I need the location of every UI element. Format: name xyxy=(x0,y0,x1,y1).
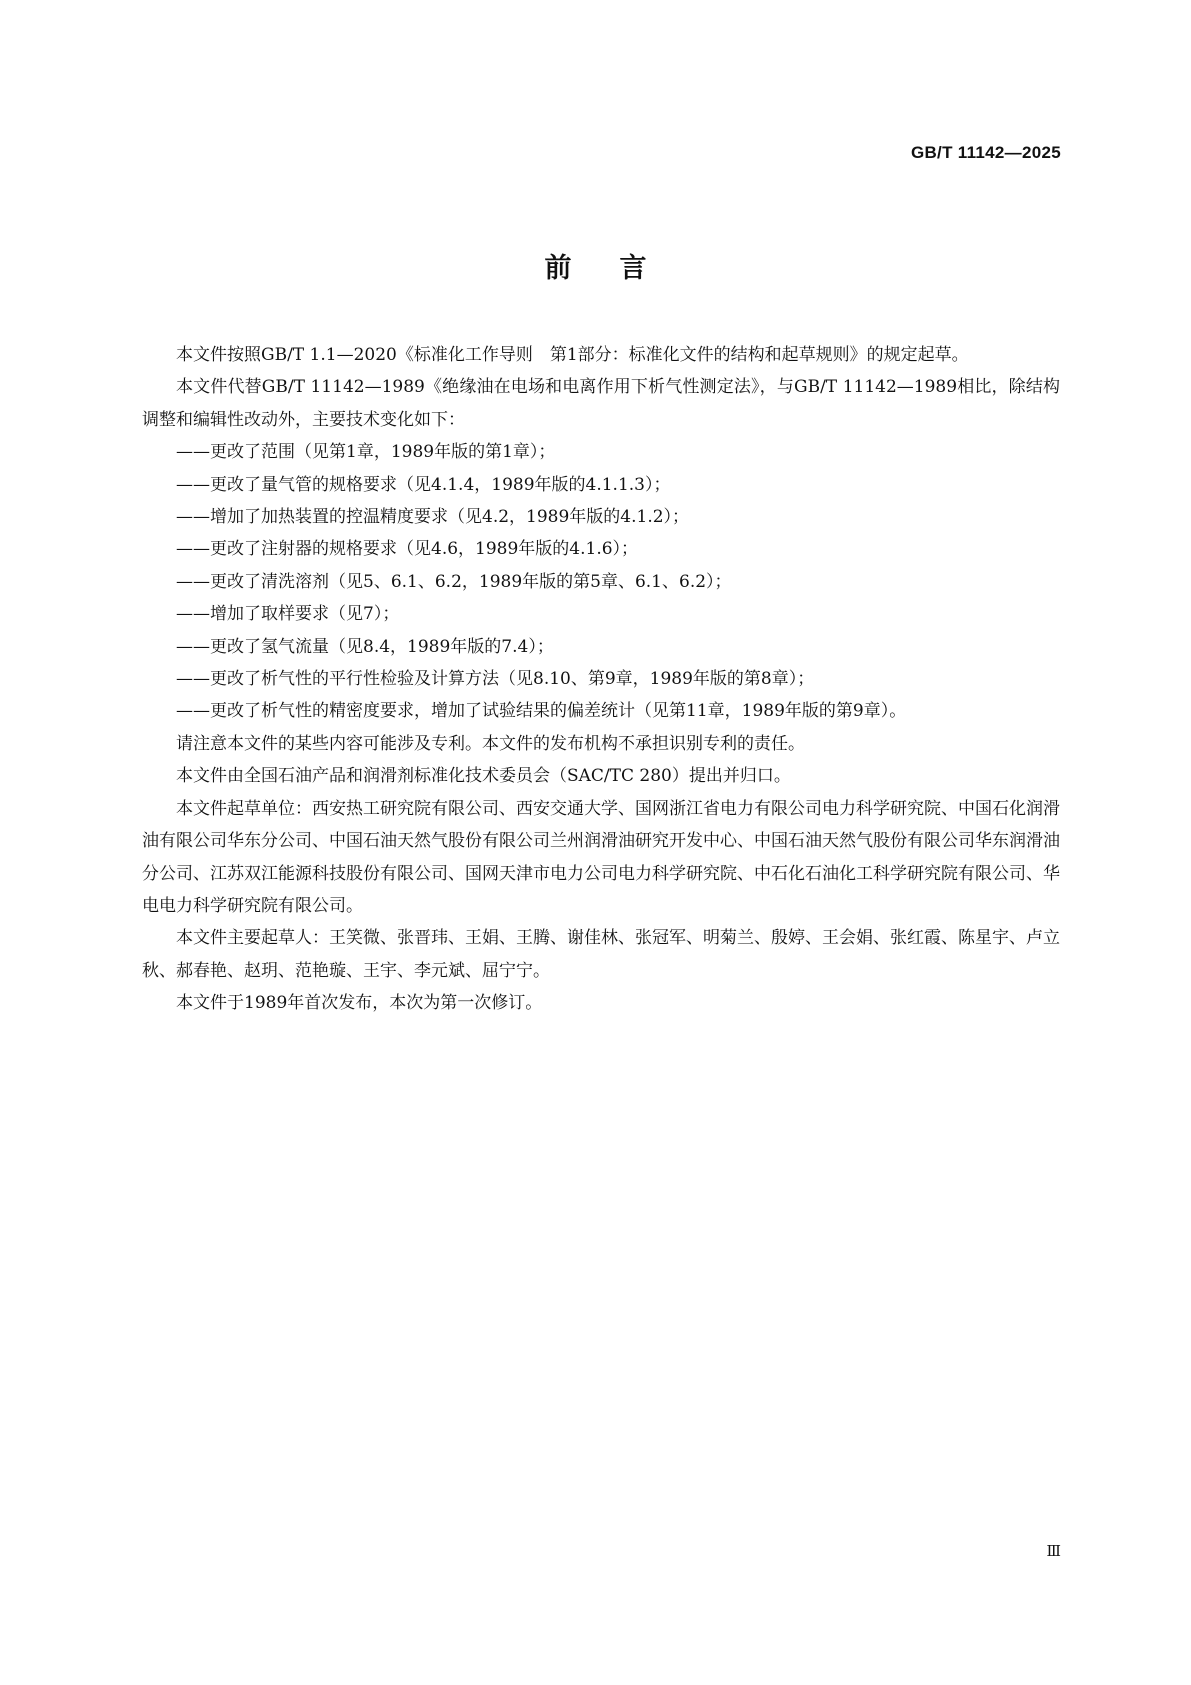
change-item: ——更改了范围（见第1章，1989年版的第1章）； xyxy=(176,442,556,463)
change-item: ——更改了清洗溶剂（见5、6.1、6.2，1989年版的第5章、6.1、6.2）； xyxy=(176,571,732,592)
change-item: ——增加了取样要求（见7）； xyxy=(176,604,400,625)
foreword-body xyxy=(142,339,1060,1020)
paragraph-drafters: 本文件主要起草人：王笑微、张晋玮、王娟、王腾、谢佳林、张冠军、明菊兰、殷婷、王会娟、张红霞、陈星宇、卢立秋、郝春艳、赵玥、范艳璇、王宇、李元斌、屈宁宁。 xyxy=(142,928,1060,981)
page-title: 前言 xyxy=(544,253,695,284)
paragraph-drafting-rules: 本文件按照GB/T 1.1—2020《标准化工作导则 第1部分：标准化文件的结构和起草规则》的规定起草。 xyxy=(176,345,969,365)
paragraph-history: 本文件于1989年首次发布，本次为第一次修订。 xyxy=(176,993,543,1014)
paragraph-replacement: 本文件代替GB/T 11142—1989《绝缘油在电场和电离作用下析气性测定法》，与GB/T 11142—1989相比，除结构调整和编辑性改动外，主要技术变化如下： xyxy=(142,377,1060,430)
change-item: ——更改了析气性的平行性检验及计算方法（见8.10、第9章，1989年版的第8章）； xyxy=(176,669,815,690)
change-item: ——增加了加热装置的控温精度要求（见4.2，1989年版的4.1.2）； xyxy=(176,507,690,528)
paragraph-patent-notice: 请注意本文件的某些内容可能涉及专利。本文件的发布机构不承担识别专利的责任。 xyxy=(176,733,805,754)
change-item: ——更改了氢气流量（见8.4，1989年版的7.4）； xyxy=(176,636,554,657)
change-item: ——更改了注射器的规格要求（见4.6，1989年版的4.1.6）； xyxy=(176,539,639,560)
change-item: ——更改了量气管的规格要求（见4.1.4，1989年版的4.1.1.3）； xyxy=(176,474,671,495)
standard-number: GB/T 11142—2025 xyxy=(910,143,1061,162)
paragraph-drafting-units: 本文件起草单位：西安热工研究院有限公司、西安交通大学、国网浙江省电力有限公司电力科学研究院、中国石化润滑油有限公司华东分公司、中国石油天然气股份有限公司兰州润滑油研究开发中心、中国石油天然气股份有限公司华东润滑油分公司、江苏双江能源科技股份有限公司、国网天津市电力公司电力科学研究院、中石化石油化工科学研究院有限公司、华电电力科学研究院有限公司。 xyxy=(142,798,1060,916)
paragraph-committee: 本文件由全国石油产品和润滑剂标准化技术委员会（SAC/TC 280）提出并归口。 xyxy=(176,766,791,787)
change-item: ——更改了析气性的精密度要求，增加了试验结果的偏差统计（见第11章，1989年版的第9章）。 xyxy=(176,701,907,722)
page-number: Ⅲ xyxy=(1046,1542,1061,1560)
